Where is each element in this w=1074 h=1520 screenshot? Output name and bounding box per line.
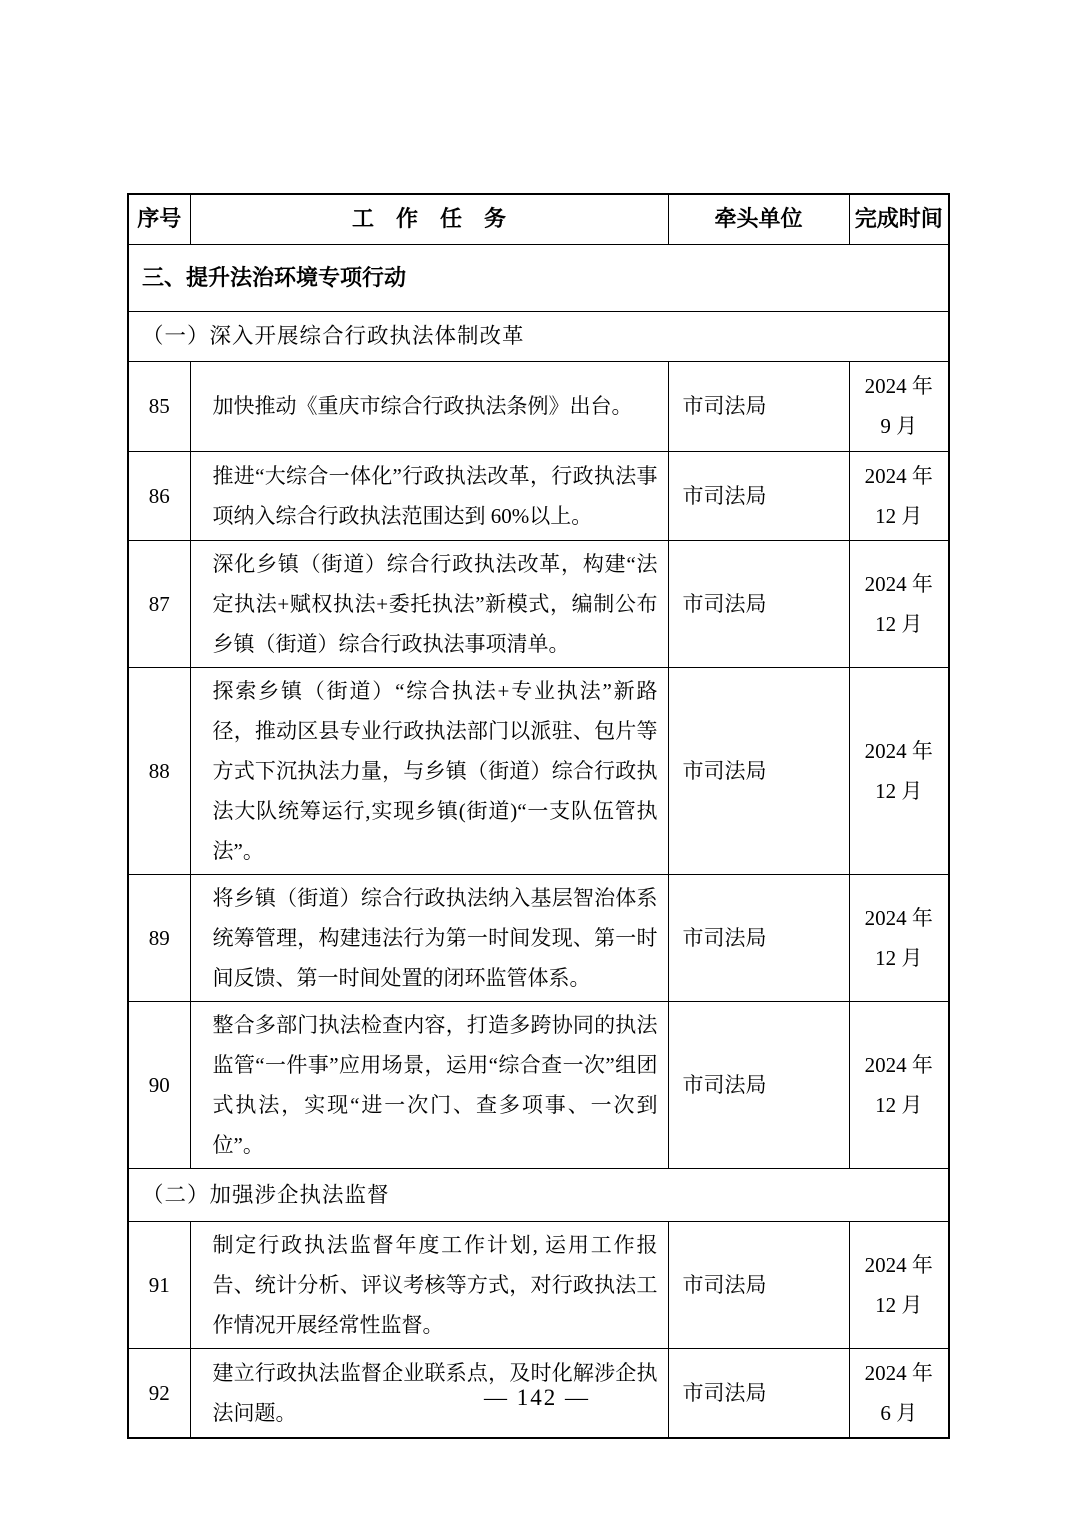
completion-month: 12 月: [875, 1092, 923, 1117]
row-number: 85: [128, 361, 190, 451]
completion-year: 2024 年: [864, 738, 933, 763]
task-text: 推进“大综合一体化”行政执法改革，行政执法事项纳入综合行政执法范围达到 60%以上。: [190, 451, 668, 540]
subsection-heading-1: （一）深入开展综合行政执法体制改革: [128, 311, 949, 361]
lead-unit: 市司法局: [668, 1348, 849, 1438]
table-row: [128, 667, 949, 874]
table-row: [128, 361, 949, 451]
task-text: 建立行政执法监督企业联系点，及时化解涉企执法问题。: [190, 1348, 668, 1438]
table-row: [128, 540, 949, 667]
table-row: [128, 1221, 949, 1348]
completion-year: 2024 年: [864, 571, 933, 596]
subsection-row-2: [128, 1168, 949, 1221]
lead-unit: 市司法局: [668, 667, 849, 874]
completion-month: 9 月: [880, 414, 918, 438]
completion-month: 12 月: [875, 611, 923, 636]
header-cell-no: 序号: [128, 194, 190, 244]
completion-time: [849, 667, 949, 874]
completion-year: 2024 年: [864, 1052, 933, 1077]
task-text: 将乡镇（街道）综合行政执法纳入基层智治体系统筹管理，构建违法行为第一时间发现、第一时间反馈、第一时间处置的闭环监管体系。: [190, 874, 668, 1001]
task-text: 探索乡镇（街道）“综合执法+专业执法”新路径，推动区县专业行政执法部门以派驻、包片等方式下沉执法力量，与乡镇（街道）综合行政执法大队统筹运行,实现乡镇(街道)“一支队伍管执法”。: [190, 667, 668, 874]
completion-month: 12 月: [875, 778, 923, 803]
subsection-row-1: [128, 311, 949, 361]
lead-unit: 市司法局: [668, 451, 849, 540]
completion-year: 2024 年: [864, 1252, 933, 1277]
task-text: 加快推动《重庆市综合行政执法条例》出台。: [190, 361, 668, 451]
completion-time: [849, 540, 949, 667]
completion-time: [849, 1001, 949, 1168]
header-cell-unit: 牵头单位: [668, 194, 849, 244]
completion-time: [849, 451, 949, 540]
subsection-heading-2: （二）加强涉企执法监督: [128, 1168, 949, 1221]
row-number: 88: [128, 667, 190, 874]
lead-unit: 市司法局: [668, 1221, 849, 1348]
completion-time: [849, 361, 949, 451]
completion-year: 2024 年: [864, 374, 933, 398]
row-number: 89: [128, 874, 190, 1001]
table-header-row: [128, 194, 949, 244]
header-cell-time: 完成时间: [849, 194, 949, 244]
lead-unit: 市司法局: [668, 874, 849, 1001]
completion-year: 2024 年: [864, 463, 933, 488]
table-row: [128, 874, 949, 1001]
table-row: [128, 1001, 949, 1168]
completion-time: [849, 874, 949, 1001]
completion-month: 12 月: [875, 503, 923, 528]
row-number: 90: [128, 1001, 190, 1168]
task-text: 制定行政执法监督年度工作计划, 运用工作报告、统计分析、评议考核等方式，对行政执法工作情况开展经常性监督。: [190, 1221, 668, 1348]
task-text: 整合多部门执法检查内容，打造多跨协同的执法监管“一件事”应用场景，运用“综合查一次”组团式执法，实现“进一次门、查多项事、一次到位”。: [190, 1001, 668, 1168]
completion-month: 12 月: [875, 1292, 923, 1317]
completion-month: 6 月: [880, 1400, 918, 1425]
row-number: 86: [128, 451, 190, 540]
lead-unit: 市司法局: [668, 361, 849, 451]
completion-year: 2024 年: [864, 905, 933, 930]
row-number: 87: [128, 540, 190, 667]
lead-unit: 市司法局: [668, 540, 849, 667]
section-heading-row: [128, 244, 949, 311]
table-row: [128, 451, 949, 540]
lead-unit: 市司法局: [668, 1001, 849, 1168]
section-heading: 三、提升法治环境专项行动: [128, 244, 949, 311]
completion-month: 12 月: [875, 945, 923, 970]
row-number: 92: [128, 1348, 190, 1438]
header-cell-task: 工 作 任 务: [190, 194, 668, 244]
task-text: 深化乡镇（街道）综合行政执法改革，构建“法定执法+赋权执法+委托执法”新模式，编制公布乡镇（街道）综合行政执法事项清单。: [190, 540, 668, 667]
completion-time: [849, 1221, 949, 1348]
row-number: 91: [128, 1221, 190, 1348]
completion-year: 2024 年: [864, 1360, 933, 1385]
work-tasks-table: [127, 193, 950, 1439]
page-number: — 142 —: [484, 1385, 590, 1410]
